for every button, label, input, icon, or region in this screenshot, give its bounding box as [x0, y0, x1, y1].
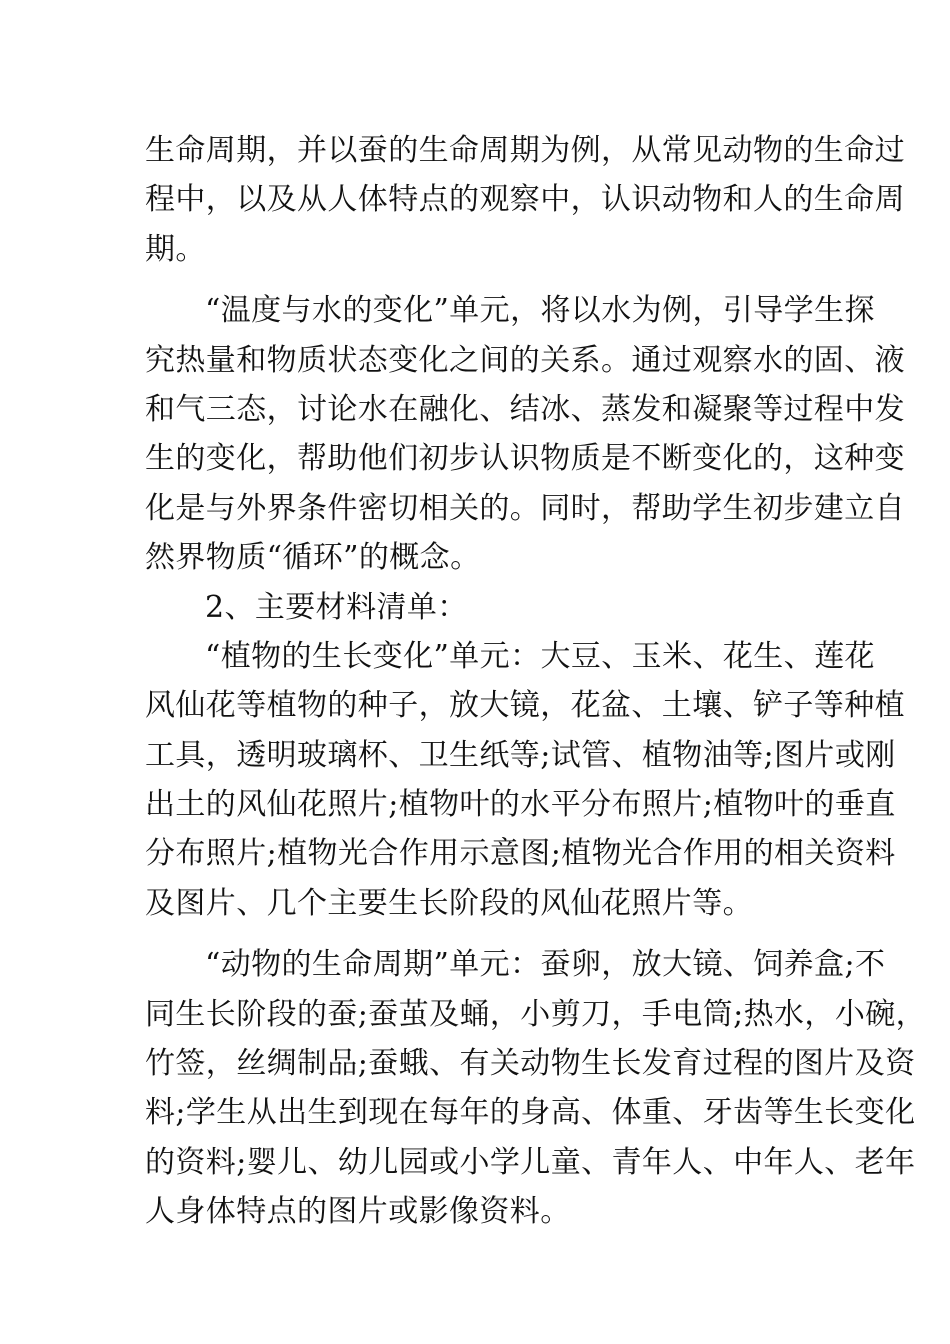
- text-line: 生的变化，帮助他们初步认识物质是不断变化的，这种变: [145, 441, 905, 477]
- text-line: 期。: [145, 231, 206, 267]
- paragraph-gap: [145, 928, 807, 940]
- text-line: 的资料;婴儿、幼儿园或小学儿童、青年人、中年人、老年: [145, 1144, 916, 1180]
- text-line: “植物的生长变化”单元：大豆、玉米、花生、莲花: [205, 638, 875, 674]
- text-line: 生命周期，并以蚕的生命周期为例，从常见动物的生命过: [145, 133, 905, 168]
- text-line: 2、主要材料清单：: [205, 589, 468, 625]
- text-line: 然界物质“循环”的概念。: [145, 540, 481, 576]
- paragraph: [145, 126, 905, 274]
- text-line: 化是与外界条件密切相关的。同时，帮助学生初步建立自: [145, 490, 905, 526]
- text-line: “温度与水的变化”单元，将以水为例，引导学生探: [205, 293, 875, 329]
- text-line: 分布照片;植物光合作用示意图;植物光合作用的相关资料: [145, 836, 896, 872]
- text-line: 出土的风仙花照片;植物叶的水平分布照片;植物叶的垂直: [145, 787, 896, 823]
- paragraph: [145, 286, 905, 582]
- text-line: 人身体特点的图片或影像资料。: [145, 1194, 571, 1230]
- text-line: 料;学生从出生到现在每年的身高、体重、牙齿等生长变化: [145, 1095, 916, 1131]
- text-line: 同生长阶段的蚕;蚕茧及蛹，小剪刀，手电筒;热水，小碗，: [145, 996, 927, 1032]
- paragraph-gap: [145, 274, 807, 286]
- text-line: 和气三态，讨论水在融化、结冰、蒸发和凝聚等过程中发: [145, 391, 905, 427]
- text-line: 究热量和物质状态变化之间的关系。通过观察水的固、液: [145, 342, 905, 378]
- document-body: [145, 126, 927, 1237]
- paragraph: [145, 632, 905, 928]
- text-line: 竹签，丝绸制品;蚕蛾、有关动物生长发育过程的图片及资: [145, 1046, 916, 1082]
- text-line: 程中，以及从人体特点的观察中，认识动物和人的生命周: [145, 182, 905, 218]
- text-line: 及图片、几个主要生长阶段的风仙花照片等。: [145, 885, 753, 921]
- text-line: “动物的生命周期”单元：蚕卵，放大镜、饲养盒;不: [205, 947, 886, 983]
- text-line: 风仙花等植物的种子，放大镜，花盆、土壤、铲子等种植: [145, 688, 905, 724]
- text-line: 工具，透明玻璃杯、卫生纸等;试管、植物油等;图片或刚: [145, 737, 896, 773]
- paragraph: [145, 940, 927, 1236]
- section-heading: [145, 583, 807, 632]
